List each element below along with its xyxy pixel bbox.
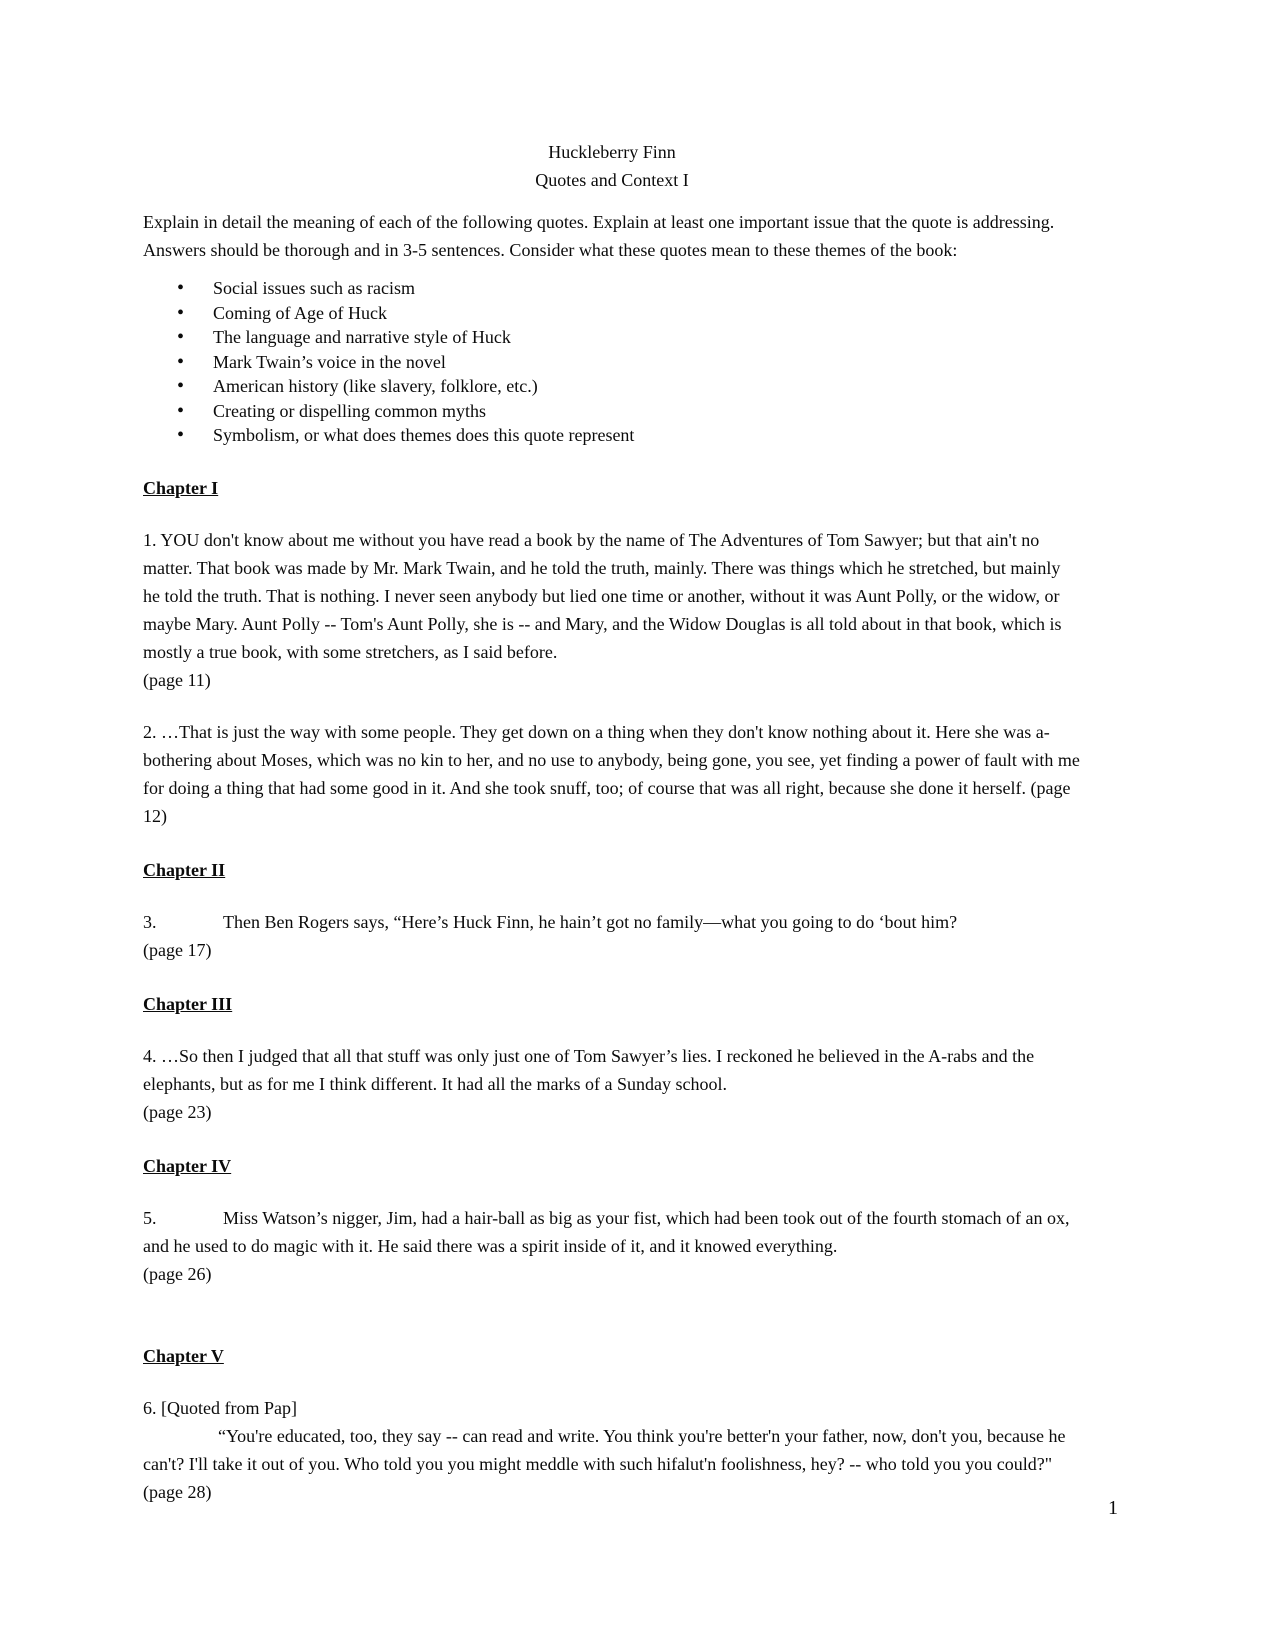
chapter-heading (143, 1152, 1081, 1180)
quote-number: 5. (143, 1207, 157, 1228)
quote-text: “You're educated, too, they say -- can read and write. You think you're better'n your father, now, don't you, because he can't? I'll take it out of you. Who told you you might meddle with such hifalut'n foolishness, hey? -- who told you you could?" (143, 1425, 1066, 1474)
quote-paragraph-4 (143, 1042, 1081, 1126)
chapter-heading-text: Chapter III (143, 993, 233, 1014)
title-line2: Quotes and Context I (535, 170, 689, 190)
page-ref: (page 26) (143, 1263, 212, 1284)
title-line1: Huckleberry Finn (548, 142, 676, 162)
page-ref: (page 23) (143, 1101, 212, 1122)
chapter-section-3 (143, 990, 1081, 1126)
page-ref: (page 17) (143, 939, 212, 960)
page-ref: (page 11) (143, 669, 211, 690)
chapter-section-1 (143, 474, 1081, 830)
page-number: 1 (1108, 1497, 1118, 1519)
theme-item: • The language and narrative style of Huck (143, 325, 1081, 350)
chapter-section-2 (143, 856, 1081, 964)
quote-paragraph-3 (143, 908, 1081, 964)
quote-text: Miss Watson’s nigger, Jim, had a hair-ball as big as your fist, which had been took out of the fourth stomach of an ox, and he used to do magic with it. He said there was a spirit inside of it, and it knowed everything. (143, 1207, 1070, 1256)
quote-source-label: 6. [Quoted from Pap] (143, 1397, 297, 1418)
theme-item: • American history (like slavery, folklore, etc.) (143, 374, 1081, 399)
chapter-section-5 (143, 1342, 1081, 1506)
page-ref: (page 12) (143, 777, 1071, 826)
theme-item: • Social issues such as racism (143, 276, 1081, 301)
chapter-heading-text: Chapter I (143, 477, 219, 498)
document-title (143, 0, 1081, 194)
chapter-heading (143, 474, 1081, 502)
quote-paragraph-6 (143, 1394, 1081, 1506)
quote-paragraph-1 (143, 526, 1081, 694)
theme-item: • Coming of Age of Huck (143, 301, 1081, 326)
quote-paragraph-2 (143, 718, 1081, 830)
quote-text: 4. …So then I judged that all that stuff was only just one of Tom Sawyer’s lies. I reckoned he believed in the A-rabs and the elephants, but as for me I think different. It had all the marks of a Sunday school. (143, 1045, 1035, 1094)
quote-text: 1. YOU don't know about me without you have read a book by the name of The Adventures of Tom Sawyer; but that ain't no matter. That book was made by Mr. Mark Twain, and he told the truth, mainly. There was things which he stretched, but mainly he told the truth. That is nothing. I never seen anybody but lied one time or another, without it was Aunt Polly, or the widow, or maybe Mary. Aunt Polly -- Tom's Aunt Polly, she is -- and Mary, and the Widow Douglas is all told about in that book, which is mostly a true book, with some stretchers, as I said before. (143, 529, 1062, 662)
page-ref: (page 28) (143, 1481, 212, 1502)
quote-text: Then Ben Rogers says, “Here’s Huck Finn, he hain’t got no family—what you going to do ‘bout him? (223, 911, 958, 932)
theme-item: • Symbolism, or what does themes does this quote represent (143, 423, 1081, 448)
themes-list (143, 276, 1081, 448)
chapter-heading-text: Chapter II (143, 859, 226, 880)
intro-paragraph: Explain in detail the meaning of each of the following quotes. Explain at least one important issue that the quote is addressing. Answers should be thorough and in 3-5 sentences. Consider what these quotes mean to these themes of the book: (143, 212, 1055, 260)
chapter-heading (143, 1342, 1081, 1370)
chapter-heading (143, 990, 1081, 1018)
theme-item: • Mark Twain’s voice in the novel (143, 350, 1081, 375)
quote-text: 2. …That is just the way with some people. They get down on a thing when they don't know nothing about it. Here she was a-bothering about Moses, which was no kin to her, and no use to anybody, being gone, you see, yet finding a power of fault with me for doing a thing that had some good in it. And she took snuff, too; of course that was all right, because she done it herself. (143, 721, 1080, 798)
chapter-section-4 (143, 1152, 1081, 1288)
chapter-heading-text: Chapter V (143, 1345, 224, 1366)
theme-item: • Creating or dispelling common myths (143, 399, 1081, 424)
chapter-heading-text: Chapter IV (143, 1155, 232, 1176)
chapter-heading (143, 856, 1081, 884)
quote-number: 3. (143, 911, 157, 932)
quote-paragraph-5 (143, 1204, 1081, 1288)
document-content (143, 0, 1081, 1506)
